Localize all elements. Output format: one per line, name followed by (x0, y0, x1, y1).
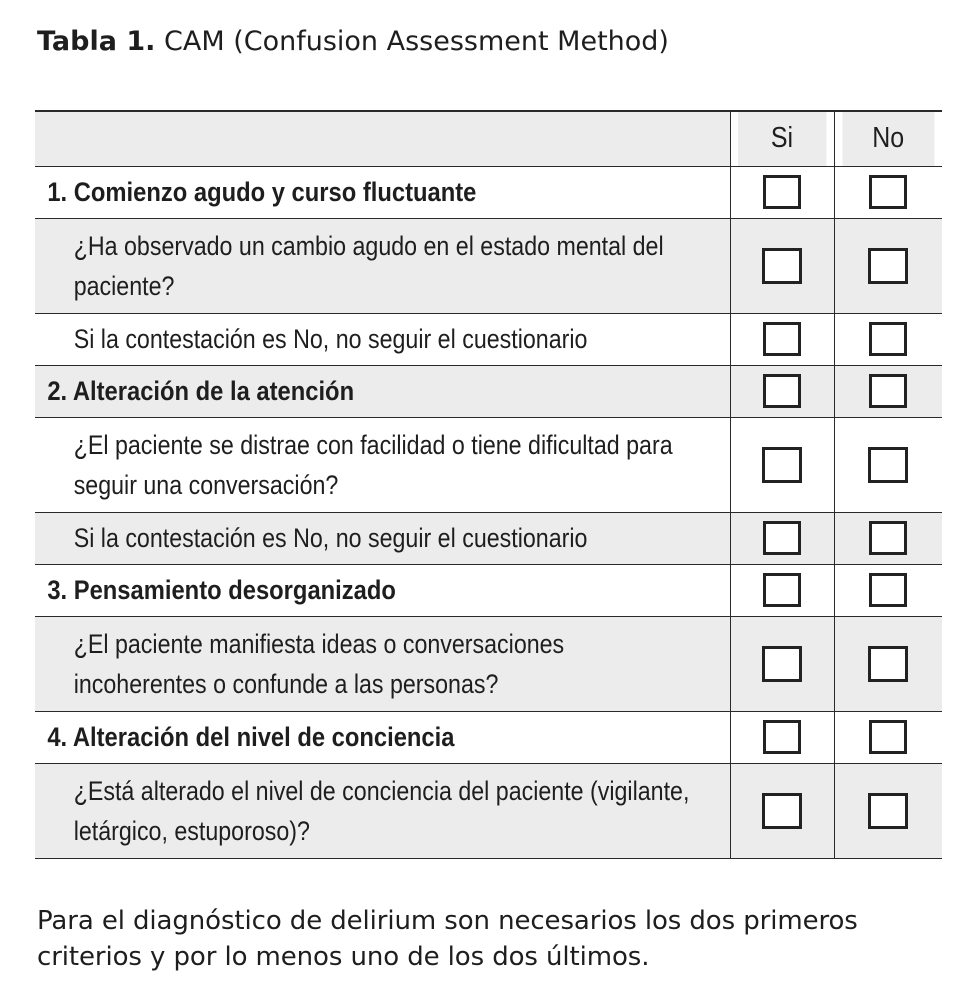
footnote: Para el diagnóstico de delirium son necesarios los dos primeros criterios y por lo menos uno de los dos últimos. (37, 906, 858, 972)
header-yes: Si (737, 111, 826, 166)
table-header-row (35, 111, 942, 166)
table-row (35, 616, 942, 711)
checkbox-yes[interactable] (762, 248, 802, 284)
table-row (35, 763, 942, 858)
table-row (35, 313, 942, 365)
checkbox-no[interactable] (868, 447, 908, 483)
table-title (37, 26, 669, 57)
checkbox-no[interactable] (868, 248, 908, 284)
checkbox-yes[interactable] (762, 447, 802, 483)
table-row (35, 564, 942, 616)
checkbox-yes[interactable] (763, 175, 801, 209)
checkbox-no[interactable] (868, 646, 908, 682)
checkbox-no[interactable] (869, 521, 907, 555)
checkbox-no[interactable] (869, 322, 907, 356)
question-text: ¿Está alterado el nivel de conciencia del paciente (vigilante, letárgico, estuporoso)? (73, 775, 690, 846)
header-empty-cell (35, 111, 730, 166)
table-row (35, 512, 942, 564)
table-number: Tabla 1. (37, 26, 156, 57)
section-title: 3. Pensamiento desorganizado (47, 574, 396, 605)
question-text: ¿El paciente manifiesta ideas o conversaciones incoherentes o confunde a las personas? (73, 628, 565, 699)
table-row (35, 166, 942, 218)
section-title: 4. Alteración del nivel de conciencia (47, 721, 455, 752)
section-title: 1. Comienzo agudo y curso fluctuante (47, 176, 477, 207)
header-no: No (842, 111, 935, 166)
question-text: ¿El paciente se distrae con facilidad o tiene dificultad para seguir una conversación? (73, 429, 673, 500)
table-row (35, 417, 942, 512)
checkbox-no[interactable] (869, 175, 907, 209)
checkbox-yes[interactable] (763, 573, 801, 607)
table-row (35, 365, 942, 417)
checkbox-no[interactable] (869, 573, 907, 607)
table-caption: CAM (Confusion Assessment Method) (164, 26, 669, 57)
instruction-text: Si la contestación es No, no seguir el cuestionario (73, 523, 588, 553)
checkbox-no[interactable] (869, 720, 907, 754)
checkbox-yes[interactable] (763, 374, 801, 408)
checkbox-yes[interactable] (763, 521, 801, 555)
checkbox-no[interactable] (869, 374, 907, 408)
table-row (35, 711, 942, 763)
instruction-text: Si la contestación es No, no seguir el cuestionario (73, 324, 588, 354)
question-text: ¿Ha observado un cambio agudo en el estado mental del paciente? (73, 230, 664, 301)
checkbox-yes[interactable] (763, 720, 801, 754)
cam-table (35, 110, 942, 859)
section-title: 2. Alteración de la atención (47, 375, 355, 406)
checkbox-yes[interactable] (762, 646, 802, 682)
table-row (35, 218, 942, 313)
checkbox-yes[interactable] (762, 793, 802, 829)
checkbox-no[interactable] (868, 793, 908, 829)
checkbox-yes[interactable] (763, 322, 801, 356)
